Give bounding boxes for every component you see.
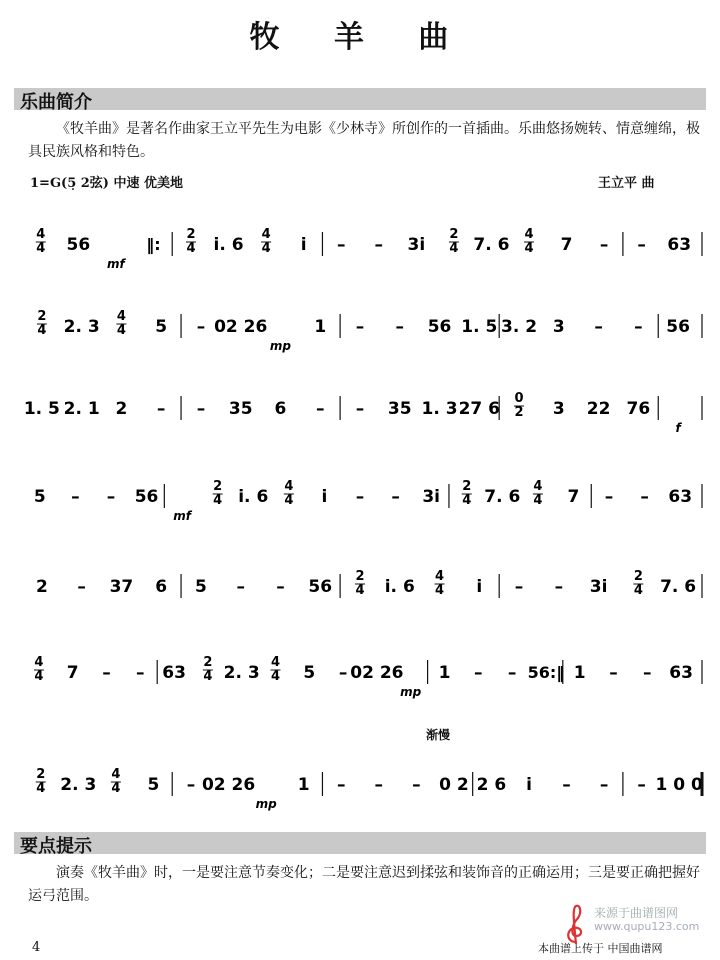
score-line-7 (14, 740, 706, 814)
time-signature-bottom: 4 (203, 669, 213, 684)
note-group: 0 2 (439, 775, 469, 795)
time-signature-bottom: 4 (270, 669, 281, 684)
time-signature-bottom: 4 (261, 241, 271, 256)
note-group: i. 6 (238, 487, 269, 507)
note-group: 7. 6 (473, 235, 510, 255)
intro-heading: 乐曲简介 (20, 92, 92, 113)
time-signature-top: 4 (111, 767, 121, 782)
note-group: 2. 3 (60, 775, 97, 795)
footer-text: 本曲谱上传于 中国曲谱网 (538, 942, 663, 955)
note-group: 22 (586, 399, 611, 419)
note-group: 2 (115, 399, 128, 419)
page-number: 4 (32, 940, 41, 955)
note-group: – (594, 317, 603, 337)
dynamic-marking: mp (269, 339, 292, 353)
note-group: 1 0 0 (655, 775, 703, 795)
score-line-4 (14, 452, 706, 526)
note-group: – (599, 235, 609, 255)
tips-text: 演奏《牧羊曲》时，一是要注意节奏变化；二是要注意迟到揉弦和装饰音的正确运用；三是要正确把握好运弓范围。 (28, 865, 700, 904)
note-group: 1 (297, 775, 310, 795)
note-group: – (186, 775, 196, 795)
note-group: i (300, 235, 307, 255)
note-group: – (514, 577, 524, 597)
note-group: – (554, 577, 564, 597)
note-group: 02 26 (350, 663, 404, 683)
time-signature-top: 2 (213, 479, 223, 494)
note-group: 35 (387, 399, 412, 419)
note-group: – (604, 487, 614, 507)
note-group: – (355, 317, 365, 337)
note-group: 1 (438, 663, 451, 683)
note-group: 2. 1 (63, 399, 100, 419)
note-group: 3i (589, 577, 608, 597)
time-signature-top: 4 (284, 479, 294, 494)
note-group: i. 6 (213, 235, 244, 255)
note-group: – (395, 317, 405, 337)
note-group: 56 (66, 235, 91, 255)
note-group: 7. 6 (660, 577, 697, 597)
note-group: – (634, 317, 643, 337)
watermark-url: www.qupu123.com (594, 920, 700, 933)
note-group: – (102, 663, 111, 683)
note-group: i (526, 775, 532, 795)
note-group: 1 (314, 317, 327, 337)
note-group: 37 (109, 577, 134, 597)
dynamic-marking: mp (400, 685, 422, 699)
note-group: 56:‖ (527, 663, 565, 682)
note-group: – (71, 487, 80, 507)
time-signature-bottom: 4 (116, 323, 126, 338)
note-group: – (336, 235, 346, 255)
note-group: 5 (195, 577, 207, 597)
note-group: 1. 3 (421, 399, 458, 419)
note-group: – (374, 235, 384, 255)
intro-text: 《牧羊曲》是著名作曲家王立平先生为电影《少林寺》所创作的一首插曲。乐曲悠扬婉转、情意缠绵，极具民族风格和特色。 (28, 121, 700, 160)
note-group: 63 (669, 663, 693, 683)
time-signature-bottom: 4 (36, 781, 46, 796)
note-group: – (562, 775, 571, 795)
note-group: – (156, 399, 166, 419)
note-group: 63 (668, 487, 693, 507)
composer: 王立平 曲 (598, 176, 655, 191)
score-line-5 (14, 542, 706, 616)
time-signature-bottom: 4 (633, 583, 643, 598)
dynamic-marking: f (675, 421, 681, 435)
note-group: – (640, 487, 649, 507)
note-group: 7. 6 (484, 487, 521, 507)
note-group: 56 (427, 317, 452, 337)
note-group: 6 (155, 577, 168, 597)
note-group: – (412, 775, 421, 795)
note-group: 5 (155, 317, 168, 337)
note-group: 7 (66, 663, 79, 683)
note-group: – (599, 775, 609, 795)
note-group: 56 (666, 317, 690, 337)
note-group: 1 (573, 663, 586, 683)
note-group: – (106, 487, 116, 507)
note-group: 2 (35, 577, 48, 597)
time-signature-top: 2 (355, 569, 365, 584)
dynamic-marking: mf (173, 509, 191, 523)
note-group: 1. 5 (461, 317, 498, 337)
time-signature-top: 2 (462, 479, 472, 494)
dynamic-marking: mp (255, 797, 277, 811)
note-group: – (637, 775, 646, 795)
time-signature-bottom: 4 (36, 241, 46, 256)
time-signature-bottom: 4 (213, 493, 223, 508)
note-group: – (77, 577, 86, 597)
note-group: i. 6 (384, 577, 415, 597)
note-group: – (474, 663, 483, 683)
rall-marking: 渐慢 (426, 728, 451, 742)
time-signature-bottom: 4 (34, 669, 44, 684)
time-signature-bottom: 2 (514, 405, 524, 420)
score-line-2 (14, 282, 706, 356)
note-group: – (196, 399, 206, 419)
note-group: 6 (274, 399, 287, 419)
note-group: – (643, 663, 652, 683)
note-group: 3 (552, 399, 565, 419)
time-signature-top: 2 (36, 767, 46, 782)
tips-heading-bar (14, 832, 706, 857)
time-signature-top: 4 (116, 309, 126, 324)
note-group: – (236, 577, 245, 597)
time-signature-top: 2 (203, 655, 213, 670)
note-group: 2 6 (476, 775, 507, 795)
dynamic-marking: mf (107, 257, 125, 271)
time-signature-top: 4 (524, 227, 534, 242)
note-group: 27 6 (458, 399, 500, 419)
note-group: ‖: (146, 235, 161, 254)
note-group: – (355, 399, 365, 419)
score-line-3 (14, 364, 706, 438)
note-group: – (355, 487, 365, 507)
time-signature-bottom: 4 (462, 493, 472, 508)
note-group: 7 (560, 235, 573, 255)
time-signature-top: 2 (633, 569, 643, 584)
note-group: 02 26 (201, 775, 256, 795)
note-group: – (391, 487, 400, 507)
score-line-6 (14, 628, 706, 702)
note-group: – (196, 317, 206, 337)
time-signature-top: 2 (449, 227, 459, 242)
time-signature-top: 4 (261, 227, 271, 242)
time-signature-bottom: 4 (449, 241, 459, 256)
note-group: – (315, 399, 325, 419)
time-signature-top: 0 (514, 391, 524, 406)
time-signature-bottom: 4 (435, 583, 445, 598)
watermark-text: 来源于曲谱图网 (594, 906, 679, 920)
note-group: – (507, 663, 517, 683)
score-line-1 (14, 200, 706, 274)
time-signature-bottom: 4 (533, 493, 543, 508)
key-tempo: 1=G(5̣ 2弦) 中速 优美地 (30, 176, 184, 191)
note-group: 56 (134, 487, 159, 507)
time-signature-bottom: 4 (111, 781, 121, 796)
note-group: 63 (667, 235, 692, 255)
note-group: 5 (303, 663, 316, 683)
note-group: 2. 3 (223, 663, 260, 683)
note-group: 5 (147, 775, 160, 795)
time-signature-top: 4 (533, 479, 543, 494)
time-signature-bottom: 4 (284, 493, 294, 508)
note-group: 35 (228, 399, 253, 419)
note-group: – (374, 775, 384, 795)
note-group: 1. 5 (23, 399, 60, 419)
time-signature-top: 2 (186, 227, 196, 242)
tips-heading: 要点提示 (20, 836, 92, 857)
note-group: 7 (567, 487, 580, 507)
intro-heading-bar (14, 88, 706, 113)
note-group: 76 (626, 399, 651, 419)
time-signature-top: 4 (270, 655, 281, 670)
note-group: 56 (308, 577, 333, 597)
note-group: 3 (552, 317, 565, 337)
note-group: – (336, 775, 346, 795)
note-group: – (136, 663, 145, 683)
note-group: i (476, 577, 483, 597)
time-signature-top: 4 (435, 569, 445, 584)
note-group: 3. 2 (501, 317, 538, 337)
note-group: – (609, 663, 618, 683)
note-group: 3i (407, 235, 426, 255)
note-group: 63 (162, 663, 186, 683)
note-group: 02 26 (214, 317, 268, 337)
time-signature-bottom: 4 (355, 583, 365, 598)
note-group: i (321, 487, 328, 507)
note-group: – (276, 577, 285, 597)
note-group: – (637, 235, 646, 255)
time-signature-bottom: 4 (186, 241, 196, 256)
note-group: 2. 3 (63, 317, 100, 337)
note-group: 3i (422, 487, 440, 507)
page-title: 牧 羊 曲 (249, 20, 471, 55)
time-signature-bottom: 4 (37, 323, 47, 338)
treble-clef-logo-icon (560, 902, 590, 946)
time-signature-bottom: 4 (524, 241, 534, 256)
note-group: 5 (33, 487, 46, 507)
time-signature-top: 4 (34, 655, 44, 670)
time-signature-top: 2 (37, 309, 47, 324)
time-signature-top: 4 (36, 227, 46, 242)
note-group: – (338, 663, 348, 683)
